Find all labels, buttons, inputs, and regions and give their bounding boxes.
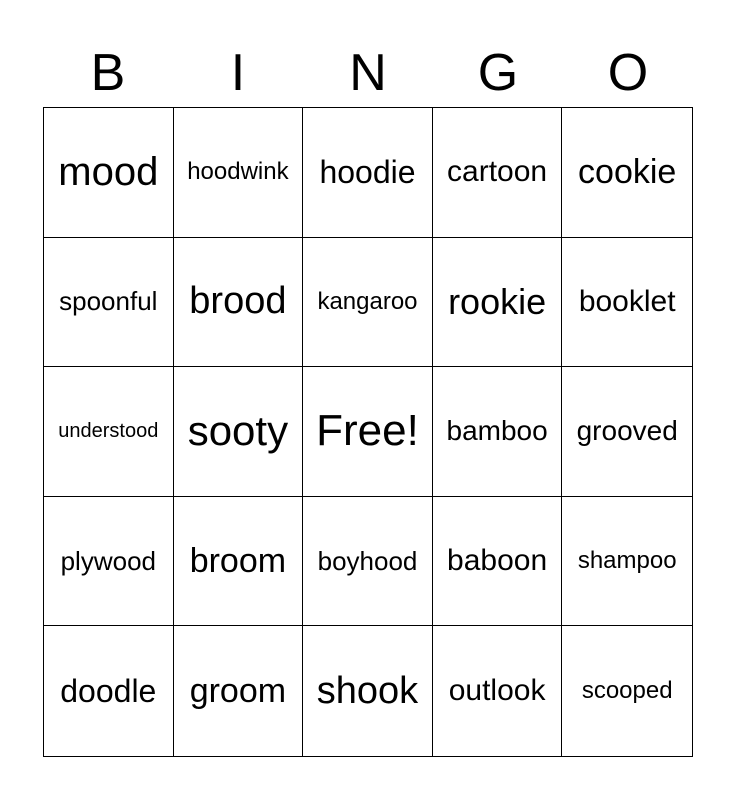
bingo-cell[interactable]: hoodwink xyxy=(174,108,304,238)
header-letter-g: G xyxy=(477,44,519,102)
bingo-cell[interactable]: cookie xyxy=(562,108,692,238)
bingo-cell[interactable]: baboon xyxy=(433,497,563,627)
bingo-cell[interactable]: shook xyxy=(303,626,433,756)
bingo-cell[interactable]: boyhood xyxy=(303,497,433,627)
bingo-cell[interactable]: brood xyxy=(174,238,304,368)
bingo-cell[interactable]: doodle xyxy=(44,626,174,756)
bingo-cell[interactable]: cartoon xyxy=(433,108,563,238)
header-letter-b: B xyxy=(90,44,126,102)
bingo-cell[interactable]: sooty xyxy=(174,367,304,497)
header-letter-n: N xyxy=(349,44,387,102)
bingo-cell[interactable]: spoonful xyxy=(44,238,174,368)
bingo-cell[interactable]: groom xyxy=(174,626,304,756)
free-space-cell[interactable]: Free! xyxy=(303,367,433,497)
bingo-cell[interactable]: outlook xyxy=(433,626,563,756)
bingo-board xyxy=(43,107,693,757)
bingo-cell[interactable]: shampoo xyxy=(562,497,692,627)
bingo-cell[interactable]: grooved xyxy=(562,367,692,497)
bingo-cell[interactable]: hoodie xyxy=(303,108,433,238)
bingo-cell[interactable]: understood xyxy=(44,367,174,497)
header-letter-i: I xyxy=(230,44,246,102)
bingo-cell[interactable]: scooped xyxy=(581,677,673,705)
header-letter-o: O xyxy=(607,44,649,102)
bingo-header xyxy=(43,40,693,106)
bingo-cell[interactable]: booklet xyxy=(562,238,692,368)
bingo-cell[interactable]: bamboo xyxy=(433,367,563,497)
bingo-cell[interactable]: rookie xyxy=(433,238,563,368)
bingo-cell[interactable]: kangaroo xyxy=(303,238,433,368)
bingo-cell[interactable]: broom xyxy=(174,497,304,627)
bingo-cell[interactable]: plywood xyxy=(44,497,174,627)
bingo-cell[interactable]: mood xyxy=(44,108,174,238)
